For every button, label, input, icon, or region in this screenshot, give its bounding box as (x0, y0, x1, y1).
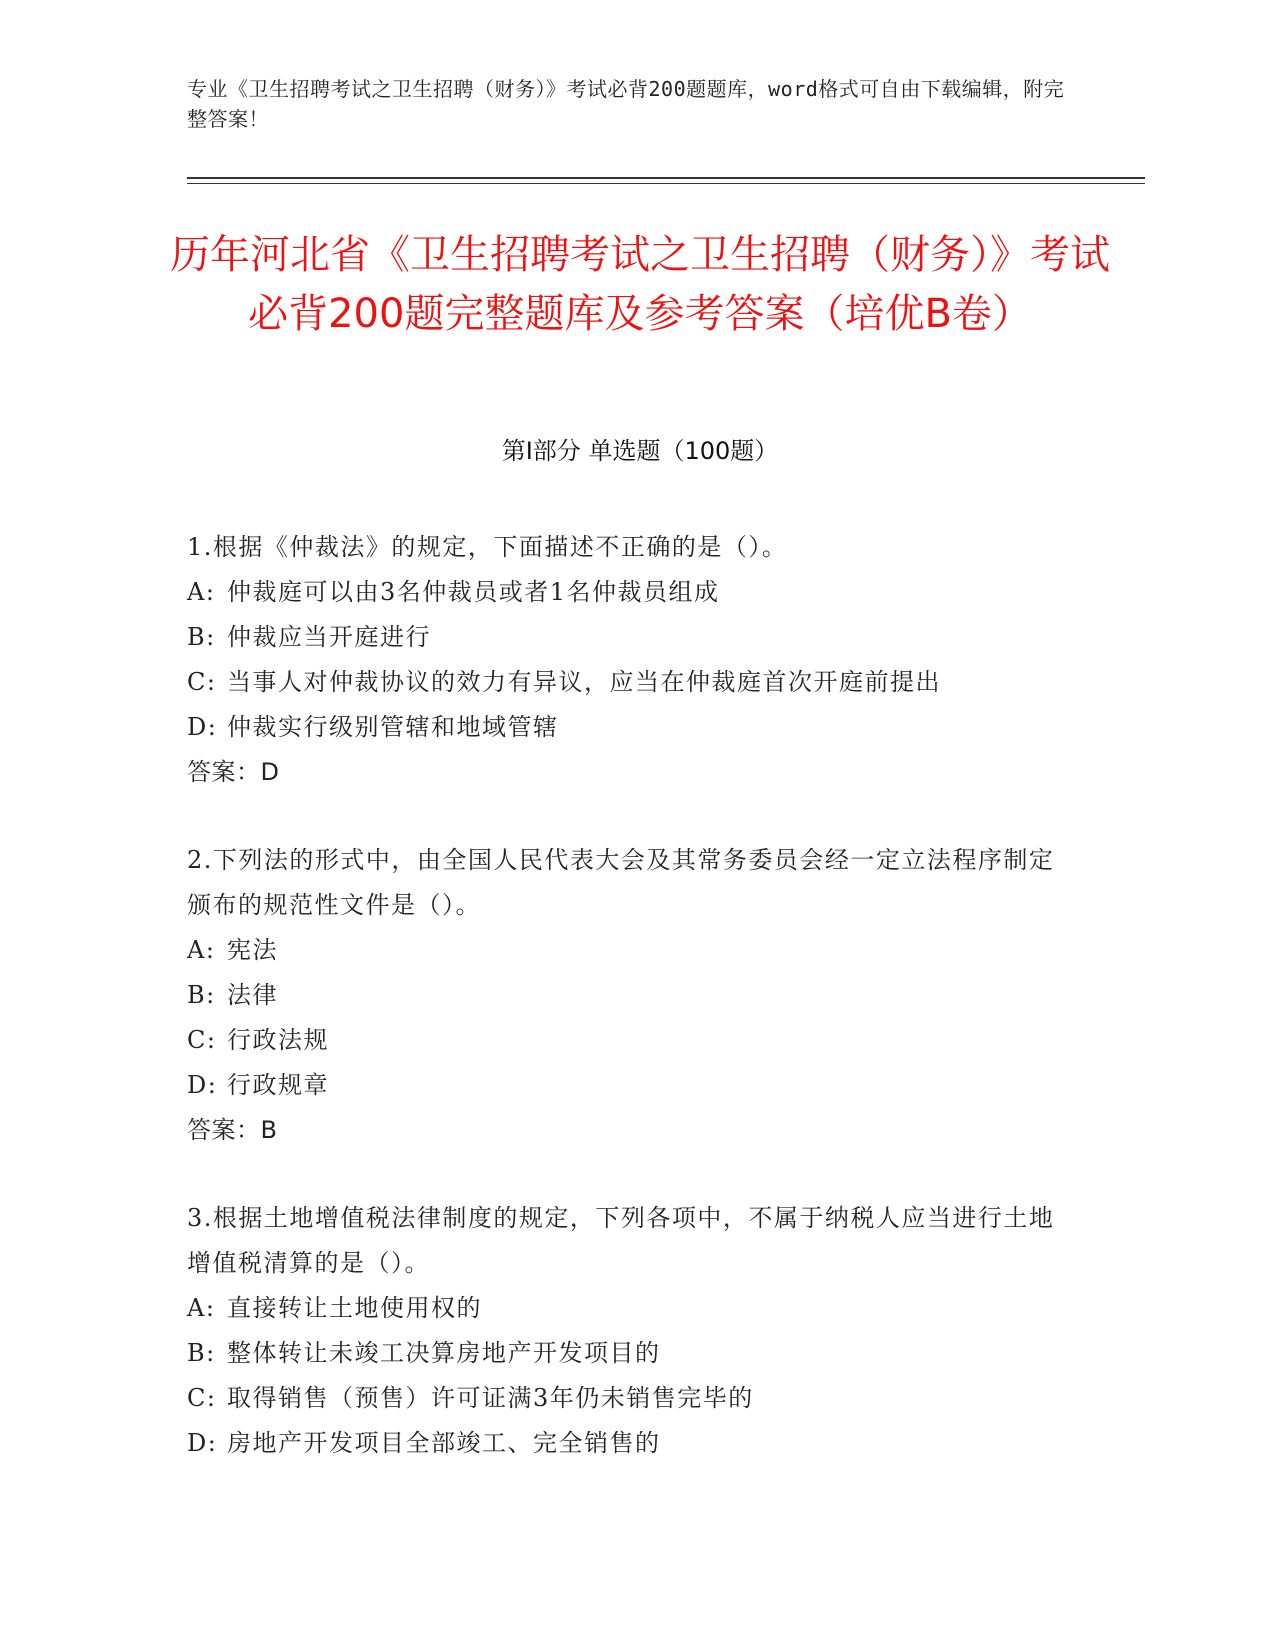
option-a (187, 1286, 1067, 1331)
option-key: A: (187, 1294, 216, 1322)
option-c (187, 660, 1067, 705)
option-text: 取得销售（预售）许可证满3年仍未销售完毕的 (227, 1384, 754, 1412)
option-d (187, 705, 1067, 750)
question-stem: 1.根据《仲裁法》的规定，下面描述不正确的是（）。 (187, 533, 788, 561)
question-list (187, 525, 1067, 1509)
option-key: B: (187, 1339, 216, 1367)
option-key: A: (187, 578, 216, 606)
option-key: C: (187, 1026, 217, 1054)
answer: 答案：B (187, 1116, 278, 1144)
question-1 (187, 525, 1067, 795)
option-text: 房地产开发项目全部竣工、完全销售的 (227, 1429, 661, 1457)
section-heading: 第Ⅰ部分 单选题（100题） (501, 437, 779, 465)
question-stem: 3.根据土地增值税法律制度的规定，下列各项中，不属于纳税人应当进行土地增值税清算的是（）。 (187, 1204, 1055, 1277)
option-key: A: (187, 936, 216, 964)
option-c (187, 1018, 1067, 1063)
option-text: 仲裁应当开庭进行 (227, 623, 431, 651)
document-title: 历年河北省《卫生招聘考试之卫生招聘（财务）》考试必背200题完整题库及参考答案（培优B卷） (170, 232, 1110, 337)
option-key: B: (187, 623, 216, 651)
option-d (187, 1063, 1067, 1108)
question-stem: 2.下列法的形式中，由全国人民代表大会及其常务委员会经一定立法程序制定颁布的规范性文件是（）。 (187, 846, 1055, 919)
option-b (187, 973, 1067, 1018)
option-text: 行政规章 (227, 1071, 329, 1099)
header-note: 专业《卫生招聘考试之卫生招聘（财务）》考试必背200题题库，word格式可自由下载编辑，附完整答案！ (187, 77, 1065, 131)
option-a (187, 928, 1067, 973)
option-key: D: (187, 1071, 218, 1099)
option-key: B: (187, 981, 216, 1009)
option-key: C: (187, 668, 217, 696)
option-text: 当事人对仲裁协议的效力有异议，应当在仲裁庭首次开庭前提出 (227, 668, 941, 696)
option-text: 直接转让土地使用权的 (227, 1294, 482, 1322)
option-a (187, 570, 1067, 615)
option-key: C: (187, 1384, 217, 1412)
header-divider-thin (187, 183, 1145, 184)
option-b (187, 1331, 1067, 1376)
option-b (187, 615, 1067, 660)
option-text: 宪法 (227, 936, 278, 964)
option-key: D: (187, 713, 218, 741)
option-text: 仲裁实行级别管辖和地域管辖 (227, 713, 559, 741)
option-d (187, 1421, 1067, 1466)
option-text: 法律 (227, 981, 278, 1009)
question-2 (187, 838, 1067, 1153)
header-divider-thick (187, 177, 1145, 179)
option-text: 仲裁庭可以由3名仲裁员或者1名仲裁员组成 (227, 578, 720, 606)
option-key: D: (187, 1429, 218, 1457)
answer: 答案：D (187, 758, 280, 786)
option-text: 整体转让未竣工决算房地产开发项目的 (227, 1339, 661, 1367)
option-text: 行政法规 (227, 1026, 329, 1054)
question-3 (187, 1196, 1067, 1466)
option-c (187, 1376, 1067, 1421)
